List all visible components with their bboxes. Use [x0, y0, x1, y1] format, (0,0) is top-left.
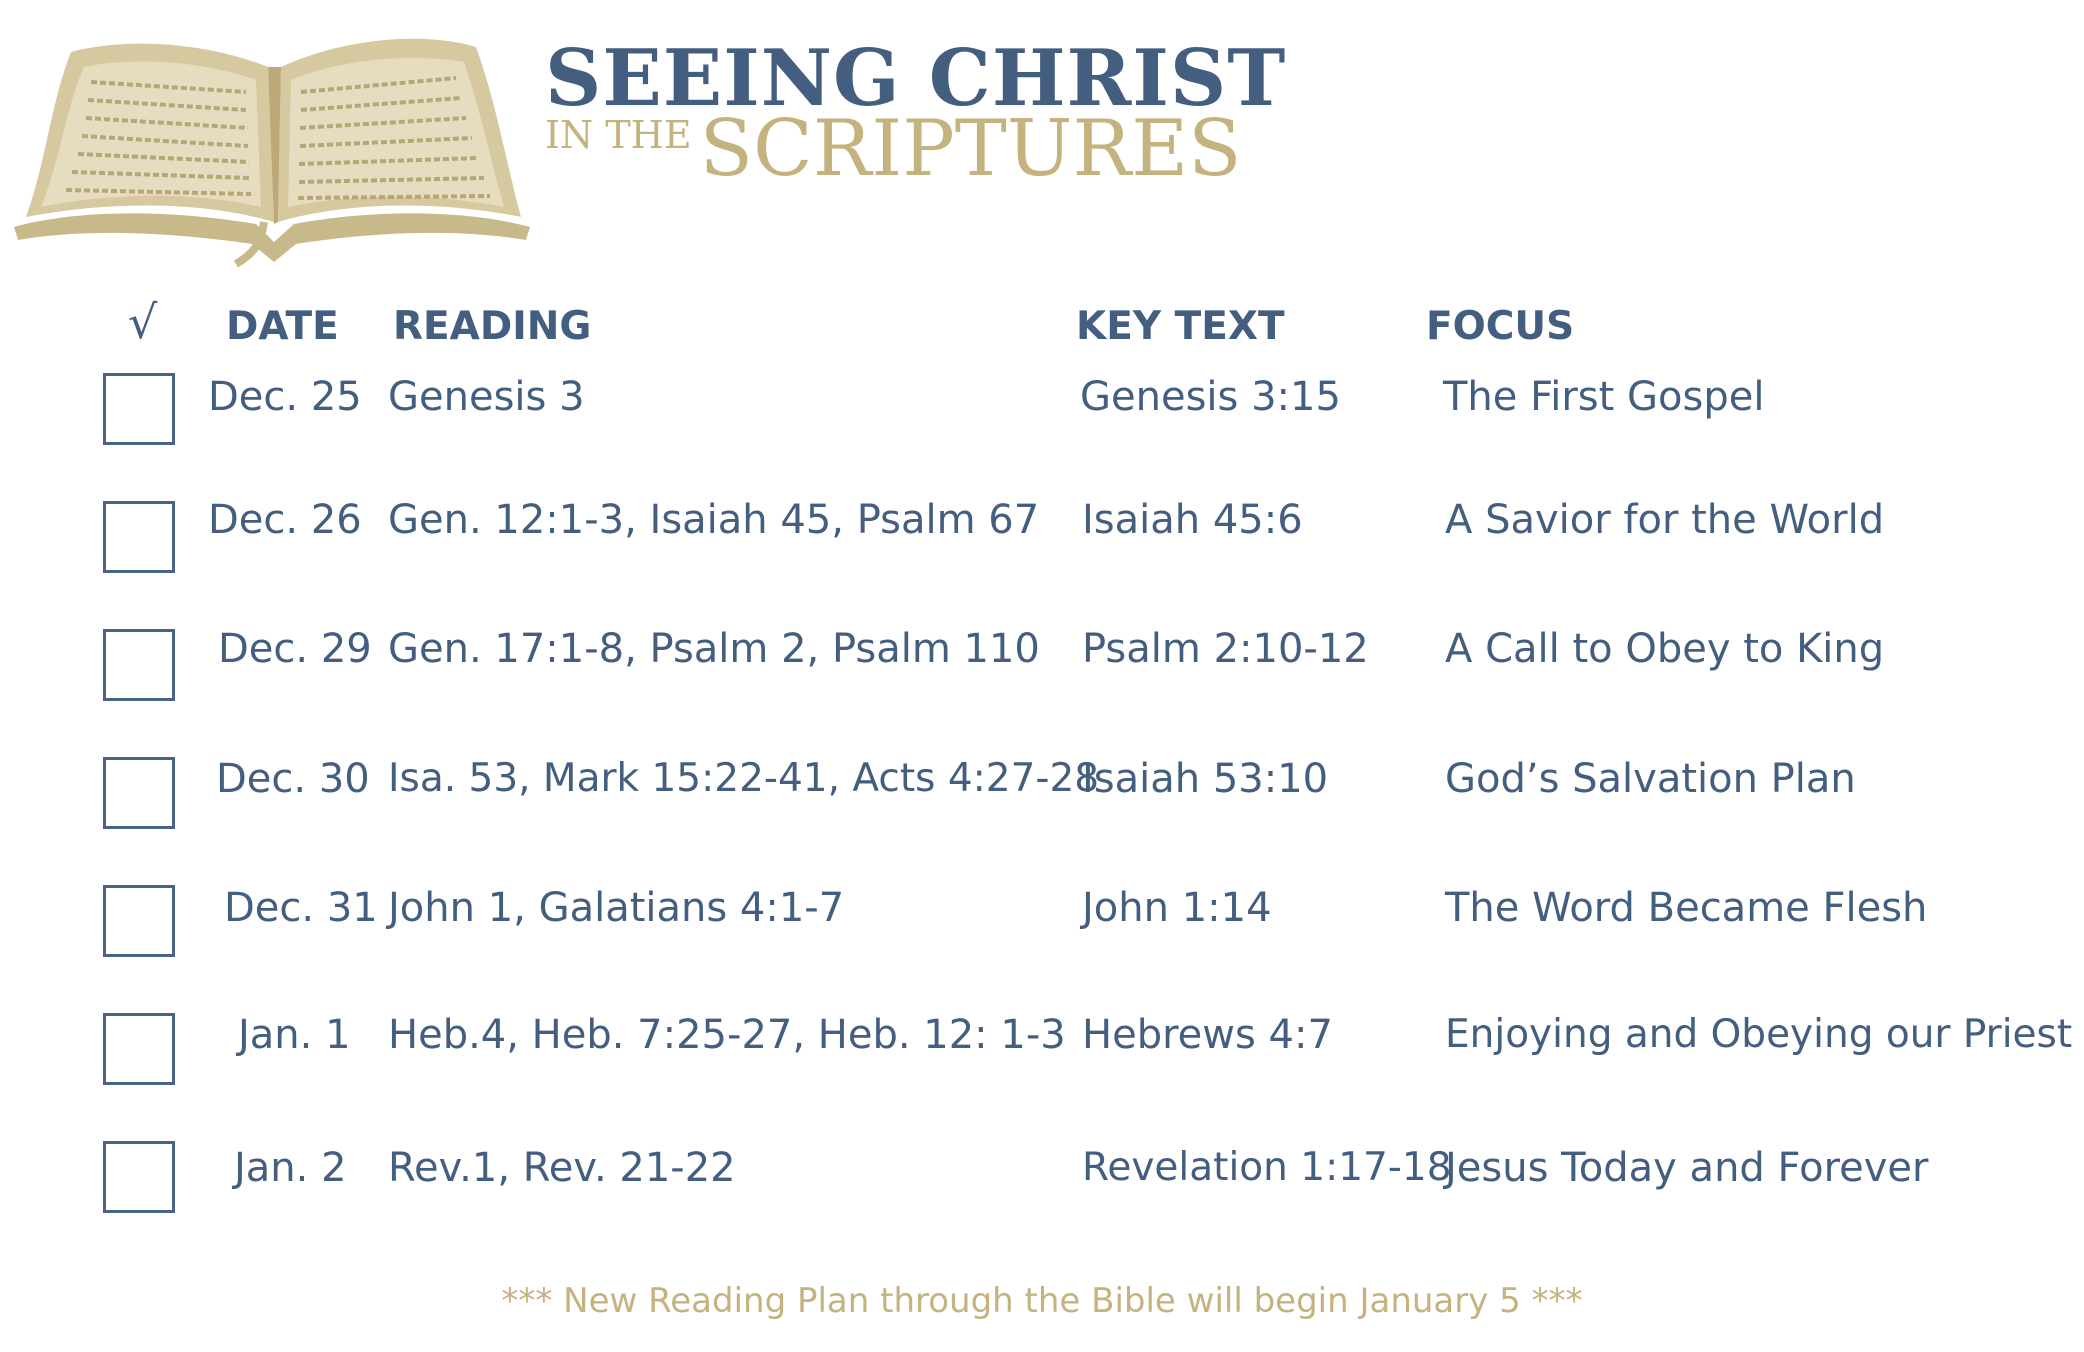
title-scriptures: SCRIPTURES	[699, 104, 1242, 194]
row-checkbox[interactable]	[103, 501, 175, 573]
row-date: Jan. 2	[234, 1145, 347, 1191]
row-focus: The First Gospel	[1443, 374, 1765, 420]
row-focus: A Call to Obey to King	[1445, 626, 1885, 672]
row-date: Dec. 25	[208, 374, 362, 420]
reading-column-header: READING	[393, 304, 592, 349]
row-reading: Heb.4, Heb. 7:25-27, Heb. 12: 1-3	[388, 1012, 1066, 1058]
row-reading: Gen. 12:1-3, Isaiah 45, Psalm 67	[388, 497, 1040, 543]
row-date: Jan. 1	[238, 1012, 351, 1058]
row-key-text: Hebrews 4:7	[1082, 1012, 1333, 1058]
row-checkbox[interactable]	[103, 1141, 175, 1213]
row-key-text: Isaiah 45:6	[1082, 497, 1303, 543]
focus-column-header: FOCUS	[1426, 304, 1575, 349]
row-date: Dec. 30	[216, 756, 370, 802]
row-date: Dec. 26	[208, 497, 362, 543]
footer-note: *** New Reading Plan through the Bible will begin January 5 ***	[501, 1281, 1583, 1321]
row-checkbox[interactable]	[103, 757, 175, 829]
row-reading: Rev.1, Rev. 21-22	[388, 1145, 736, 1191]
row-key-text: Revelation 1:17-18	[1082, 1145, 1452, 1190]
row-date: Dec. 31	[224, 885, 378, 931]
row-checkbox[interactable]	[103, 1013, 175, 1085]
row-reading: Gen. 17:1-8, Psalm 2, Psalm 110	[388, 626, 1040, 672]
row-key-text: Psalm 2:10-12	[1082, 626, 1369, 672]
row-reading: Genesis 3	[388, 374, 585, 420]
key-text-column-header: KEY TEXT	[1076, 304, 1285, 349]
title-in-the: IN THE	[545, 113, 692, 157]
row-focus: Enjoying and Obeying our Priest	[1445, 1012, 2073, 1057]
date-column-header: DATE	[226, 304, 339, 349]
row-checkbox[interactable]	[103, 373, 175, 445]
row-checkbox[interactable]	[103, 885, 175, 957]
title-subline	[545, 104, 1242, 194]
row-checkbox[interactable]	[103, 629, 175, 701]
row-focus: A Savior for the World	[1445, 497, 1885, 543]
row-date: Dec. 29	[218, 626, 372, 672]
row-key-text: John 1:14	[1082, 885, 1272, 931]
row-reading: John 1, Galatians 4:1-7	[388, 885, 845, 931]
title-seeing-christ: SEEING CHRIST	[545, 33, 1287, 124]
row-reading: Isa. 53, Mark 15:22-41, Acts 4:27-28	[388, 756, 1100, 801]
row-focus: Jesus Today and Forever	[1445, 1145, 1929, 1191]
row-key-text: Isaiah 53:10	[1082, 756, 1329, 802]
row-focus: God’s Salvation Plan	[1445, 756, 1856, 802]
open-bible-icon	[6, 12, 536, 267]
row-key-text: Genesis 3:15	[1080, 374, 1341, 420]
check-column-header: √	[128, 295, 158, 349]
row-focus: The Word Became Flesh	[1445, 885, 1928, 931]
